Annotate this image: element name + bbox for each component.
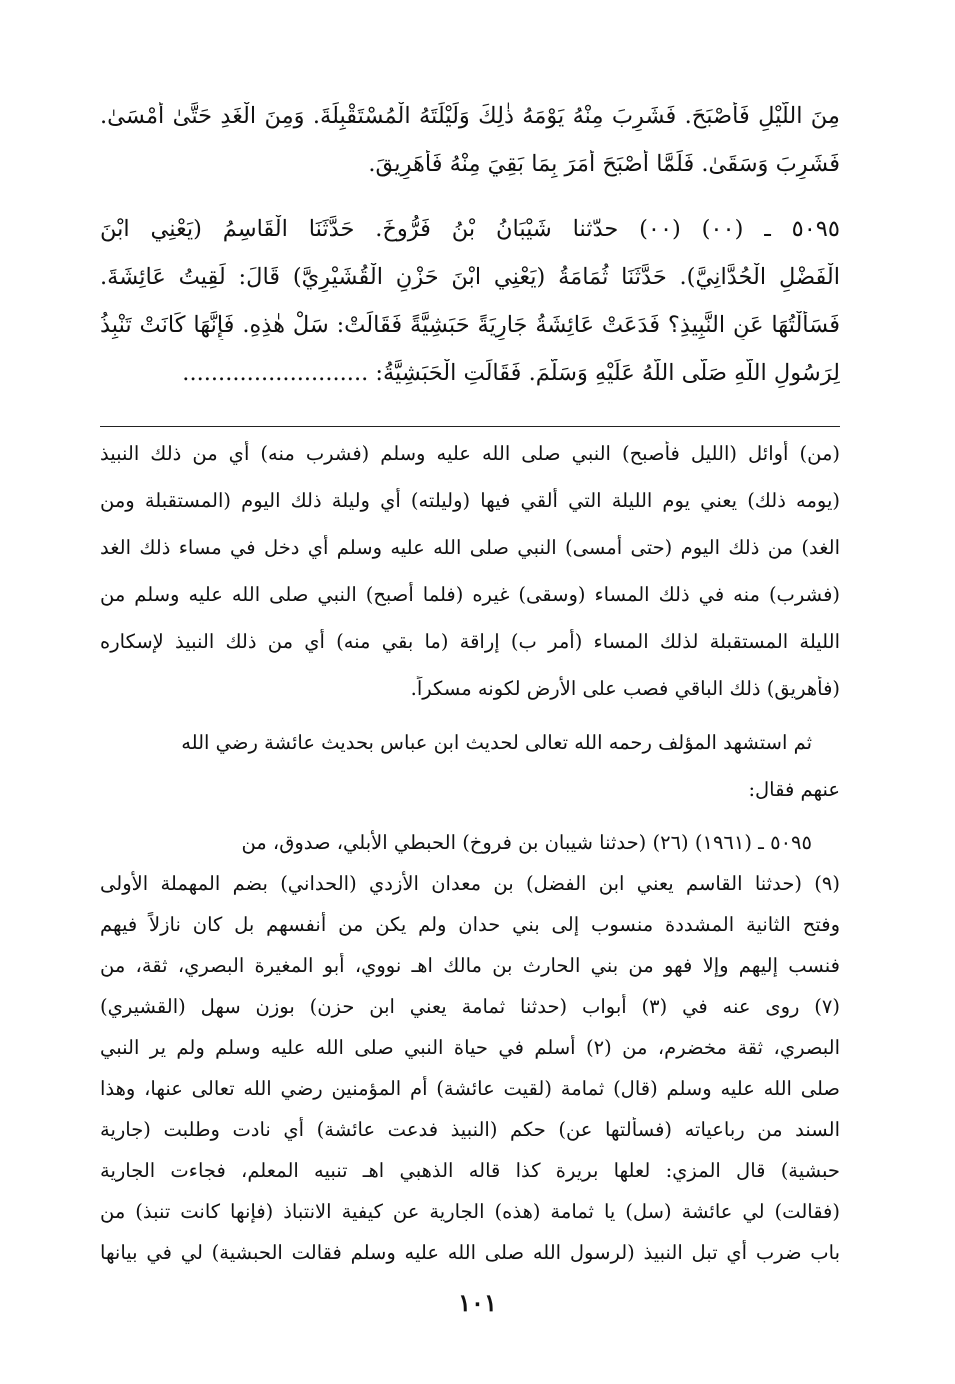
commentary-line: حبشية) قال المزي: لعلها بريرة كذا قاله الذهبي اهـ تنبيه المعلم، فجاءت الجارية xyxy=(100,1159,840,1182)
commentary-line: البصري، ثقة مخضرم، من (٢) أسلم في حياة النبي صلى الله عليه وسلم ولم ير النبي xyxy=(100,1036,840,1059)
hadith-line: فَشَرِبَ وَسَقَىٰ. فَلَمَّا أَصْبَحَ أَمَرَ بِمَا بَقِيَ مِنْهُ فَأُهَرِيقَ. xyxy=(368,151,840,177)
commentary-line: باب ضرب أي تبل النبيذ (لرسول الله صلى الله عليه وسلم فقالت الحبشية) لي في بيانها xyxy=(100,1241,840,1264)
commentary-line: (٩) (حدثنا القاسم يعني ابن الفضل) بن معدان الأزدي (الحداني) بضم المهملة الأولى xyxy=(100,872,840,895)
commentary-line: ثم استشهد المؤلف رحمه الله تعالى لحديث ابن عباس بحديث عائشة رضي الله xyxy=(181,731,812,754)
commentary-line: (٧) روى عنه في (٣) أبواب (حدثنا ثمامة يعني ابن حزن) بوزن سهل (القشيري) xyxy=(100,995,840,1018)
commentary-line: ٥٠٩٥ ـ (١٩٦١) (٢٦) (حدثنا شيبان بن فروخ) الحبطي الأبلي، صدوق، من xyxy=(241,831,812,854)
commentary-line: (فقالت) لي عائشة (سل) يا ثمامة (هذه) الجارية عن كيفية الانتباذ (فإنها كانت تنبذ) من xyxy=(100,1200,840,1223)
hadith-line: ٥٠٩٥ ـ (٠٠) (٠٠) حدّثنا شَيْبَانُ بْنُ فَرُّوخَ. حَدَّثَنَا الْقَاسِمُ (يَعْنِي ابْنَ xyxy=(100,216,840,242)
hadith-line: مِنَ اللَّيْلِ فَأَصْبَحَ. فَشَرِبَ مِنْهُ يَوْمَهُ ذٰلِكَ وَلَيْلَتَهُ الْمُسْتَقْبِلَةَ. وَمِنَ الْغَدِ حَتَّىٰ أَمْسَىٰ. xyxy=(100,103,840,129)
footnote-divider xyxy=(100,426,840,427)
commentary-line: صلى الله عليه وسلم (قال) ثمامة (لقيت عائشة) أم المؤمنين رضي الله تعالى عنها، وهذا xyxy=(100,1077,840,1100)
commentary-line: (يومه ذلك) يعني يوم الليلة التي ألقي فيها (وليلته) أي وليلة ذلك اليوم (المستقبلة ومن xyxy=(100,489,840,512)
commentary-line: (فشرب) منه في ذلك المساء (وسقى) غيره (فلما أصبح) النبي صلى الله عليه وسلم من xyxy=(100,583,840,606)
commentary-line: (من) أوائل (الليل فأصبح) النبي صلى الله عليه وسلم (فشرب منه) أي من ذلك النبيذ xyxy=(100,442,840,465)
hadith-line: الْفَضْلِ الْحُدَّانِيَّ). حَدَّثَنَا ثُمَامَةُ (يَعْنِي ابْنَ حَزْنٍ الْقُشَيْرِيَّ) قَالَ: لَقِيتُ عَائِشَةَ. xyxy=(100,264,840,290)
commentary-line: السند من رباعياته (فسألتها عن) حكم (النبيذ فدعت عائشة) أي نادت وطلبت (جارية xyxy=(100,1118,840,1141)
commentary-line: (فأهريق) ذلك الباقي فصب على الأرض لكونه مسكراً. xyxy=(410,677,840,700)
commentary-line: الغد) من ذلك اليوم (حتى أمسى) النبي صلى الله عليه وسلم أي دخل في مساء ذلك الغد xyxy=(100,536,840,559)
commentary-line: وفتح الثانية المشددة منسوب إلى بني حدان ولم يكن من أنفسهم بل كان نازلاً فيهم xyxy=(100,913,840,936)
page-number: ١٠١ xyxy=(458,1288,497,1317)
commentary-line: عنهم فقال: xyxy=(748,778,840,801)
commentary-line: الليلة المستقبلة لذلك المساء (أمر ب) إراقة (ما بقي منه) أي من ذلك النبيذ لإسكاره xyxy=(100,630,840,653)
hadith-line: فَسَأَلْتُهَا عَنِ النَّبِيذِ؟ فَدَعَتْ عَائِشَةُ جَارِيَةً حَبَشِيَّةً فَقَالَتْ: سَلْ هٰذِهِ. فَإِنَّهَا كَانَتْ تَنْبِذُ xyxy=(100,312,840,338)
commentary-line: فنسب إليهم وإلا فهو من بني الحارث بن مالك اهـ نووي، أبو المغيرة البصري، ثقة، من xyxy=(100,954,840,977)
hadith-line: لِرَسُولِ اللَّهِ صَلَّى اللَّهُ عَلَيْهِ وَسَلَّمَ. فَقَالَتِ الْحَبَشِيَّةُ: .......................... xyxy=(182,360,840,386)
